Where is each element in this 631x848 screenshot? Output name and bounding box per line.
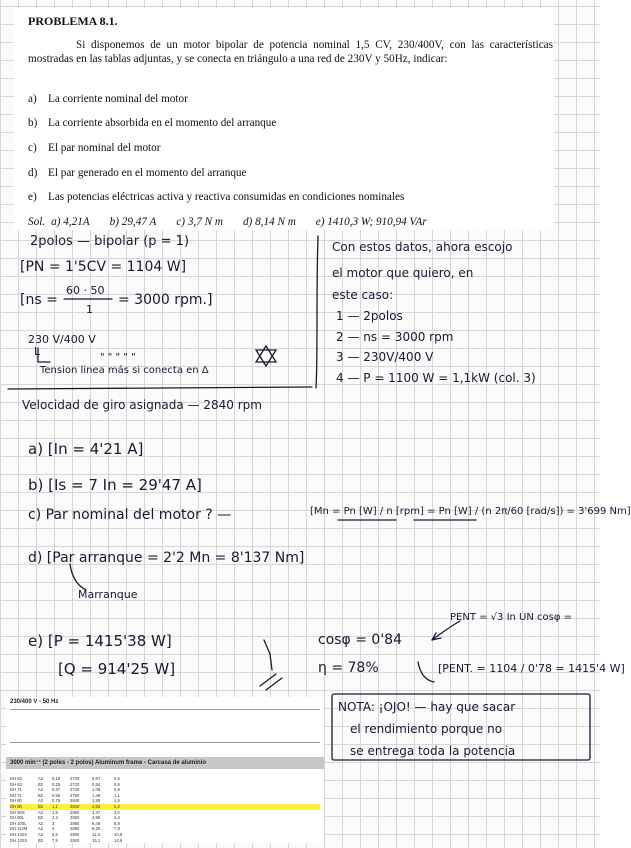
hw-answer-d: d) [Par arranque = 2'2 Mn = 8'137 Nm] <box>28 550 305 566</box>
hw-answer-e-p: e) [P = 1415'38 W] <box>28 632 172 650</box>
table-cell: A2 <box>38 809 44 815</box>
table-cell: DH 80 <box>10 803 22 809</box>
table-cell: A2 <box>38 831 44 837</box>
hw-right-6: 3 — 230V/400 V <box>336 350 434 364</box>
table-cell: 0,5 <box>114 776 120 781</box>
table-cell: B2 <box>38 815 44 821</box>
hw-nota-1: NOTA: ¡OJO! — hay que sacar <box>338 700 516 714</box>
table-cell: 10,8 <box>114 831 123 837</box>
hw-sync-speed-num: 60 · 50 <box>66 284 105 297</box>
question-c: c) El par nominal del motor <box>28 142 161 154</box>
table-cell: DH 132S <box>10 837 27 843</box>
table-cell: DH 71 <box>10 787 22 793</box>
question-d: d) El par generado en el momento del arranque <box>28 167 247 179</box>
hw-sync-speed-den: 1 <box>86 303 93 316</box>
table-cell: 0,8 <box>114 787 120 793</box>
table-cell: DH 90S <box>10 809 25 815</box>
table-cell: 4,4 <box>114 815 120 821</box>
table-cell: 7,8 <box>114 826 120 832</box>
table-cell: DH 80 <box>10 798 22 804</box>
table-cell: 2720 <box>70 781 80 787</box>
hw-line-voltage-note: Tension linea más si conecta en Δ <box>40 365 209 376</box>
table-cell: 2850 <box>70 815 80 821</box>
table-rows <box>10 776 320 843</box>
vertical-divider-line <box>316 236 318 388</box>
table-cell: B2 <box>38 803 44 809</box>
table-cell: 0,55 <box>52 792 61 798</box>
hw-nota-3: se entrega toda la potencia <box>350 744 516 758</box>
table-cell: A2 <box>38 820 44 826</box>
table-cell: 2860 <box>70 809 80 815</box>
table-cell: 0,84 <box>92 781 101 787</box>
table-cell: DH 71 <box>10 792 22 798</box>
table-cell: 1,49 <box>92 792 101 798</box>
table-cell: 3 <box>52 820 55 826</box>
table-cell: 4 <box>52 826 55 832</box>
table-cell: DH 112M <box>10 826 28 832</box>
table-cell: 0,18 <box>52 776 61 781</box>
table-cell: 0,25 <box>52 781 61 787</box>
problem-intro: Si disponemos de un motor bipolar de potencia nominal 1,5 CV, 230/400V, con las características mostradas en las tablas adjuntas, y se conecta en triángulo a una red de 230V y 50Hz, indicar: <box>28 39 553 65</box>
table-cell: 1,08 <box>92 787 101 793</box>
table-header: 230/400 V - 50 Hz <box>10 699 59 705</box>
table-cell: DH 100L <box>10 820 27 826</box>
table-cell: 14,6 <box>114 837 123 843</box>
table-cell: DH 63 <box>10 776 22 781</box>
table-cell: 2720 <box>70 776 80 781</box>
table-cell: 0,37 <box>52 787 61 793</box>
table-section-band: 3000 min⁻¹ (2 poles - 2 polos) Aluminum frame - Carcasa de aluminio <box>6 757 324 769</box>
hw-right-5: 2 — ns = 3000 rpm <box>336 330 454 344</box>
table-cell: 2920 <box>70 837 80 843</box>
table-cell: 15,1 <box>92 837 101 843</box>
hw-cos-phi: cosφ = 0'84 <box>318 632 402 648</box>
table-cell: 3,47 <box>92 809 101 815</box>
table-cell: 4,96 <box>92 815 101 821</box>
table-column-headers <box>10 709 320 743</box>
table-cell: 7,5 <box>52 837 58 843</box>
table-cell: 2840 <box>70 803 80 809</box>
table-cell: B2 <box>38 837 44 843</box>
hw-nota-2: el rendimiento porque no <box>350 722 503 736</box>
table-cell: 8,30 <box>92 826 101 832</box>
table-cell: 2,2 <box>52 815 58 821</box>
table-cell: B2 <box>38 792 44 798</box>
problem-title: PROBLEMA 8.1. <box>28 14 118 28</box>
hw-ditto-marks: " " " " " <box>100 352 136 363</box>
table-cell: A2 <box>38 787 44 793</box>
table-cell: 0,75 <box>52 798 61 804</box>
hw-voltage-arrow: L <box>34 345 41 358</box>
table-cell: 2740 <box>70 787 80 793</box>
table-cell: 11,3 <box>92 831 100 837</box>
table-cell: 1,89 <box>92 798 101 804</box>
horizontal-divider-line <box>8 387 312 389</box>
hw-answer-c: c) Par nominal del motor ? — <box>28 507 232 523</box>
hw-nominal-power: [PN = 1'5CV = 1104 W] <box>20 259 187 275</box>
hw-answer-d-sub: Marranque <box>78 588 138 601</box>
hw-answer-a: a) [In = 4'21 A] <box>28 440 144 458</box>
hw-answer-b: b) [Is = 7 In = 29'47 A] <box>28 476 202 494</box>
table-cell: 2750 <box>70 792 80 798</box>
table-cell: 1,5 <box>52 809 58 815</box>
table-row <box>10 838 320 844</box>
table-cell: 2,2 <box>114 803 120 809</box>
hw-right-4: 1 — 2polos <box>336 309 403 323</box>
table-cell: 5,5 <box>52 831 58 837</box>
table-cell: 6,48 <box>92 820 101 826</box>
hw-pent-formula: PENT = √3 In UN cosφ = <box>450 612 573 623</box>
motor-data-table <box>6 697 324 843</box>
hw-right-2: el motor que quiero, en <box>332 266 474 280</box>
table-cell: 5,9 <box>114 820 120 826</box>
hw-pent-result: [PENT. = 1104 / 0'78 = 1415'4 W] <box>438 662 625 675</box>
table-cell: DH 132S <box>10 831 27 837</box>
table-cell: DH 63 <box>10 781 22 787</box>
table-cell: 0,67 <box>92 776 101 781</box>
table-cell: B2 <box>38 781 44 787</box>
hw-rated-speed: Velocidad de giro asignada — 2840 rpm <box>22 398 262 412</box>
hw-right-3: este caso: <box>332 288 394 302</box>
hw-bipolar-line: 2polos — bipolar (p = 1) <box>30 234 190 249</box>
table-cell: 0,6 <box>114 781 120 787</box>
question-e: e) Las potencias eléctricas activa y reactiva consumidas en condiciones nominales <box>28 191 405 203</box>
question-a: a) La corriente nominal del motor <box>28 93 188 105</box>
table-cell: 2840 <box>70 798 80 804</box>
question-b: b) La corriente absorbida en el momento del arranque <box>28 117 277 129</box>
table-cell: A2 <box>38 826 44 832</box>
table-cell: 1,5 <box>114 798 120 804</box>
table-cell: 2890 <box>70 826 80 832</box>
table-cell: 3,0 <box>114 809 120 815</box>
table-cell: 2,63 <box>92 803 101 809</box>
table-cell: 2900 <box>70 831 80 837</box>
table-cell: 1,1 <box>114 792 120 798</box>
table-cell: A2 <box>38 798 44 804</box>
hw-sync-speed-left: [ns = <box>20 292 58 308</box>
hw-sync-speed-right: = 3000 rpm.] <box>118 292 213 308</box>
hw-voltage: 230 V/400 V <box>28 333 96 346</box>
solutions-line: Sol. a) 4,21A b) 29,47 A c) 3,7 N m d) 8,14 N m e) 1410,3 W; 910,94 VAr <box>28 216 427 228</box>
hw-answer-e-q: [Q = 914'25 W] <box>58 660 176 678</box>
hw-efficiency: η = 78% <box>318 660 379 676</box>
table-cell: 1,1 <box>52 803 58 809</box>
table-cell: 2880 <box>70 820 80 826</box>
table-cell: DH 90L <box>10 815 25 821</box>
hw-answer-c-equation: [Mn = Pn [W] / n [rpm] = Pn [W] / (n 2π/60 [rad/s]) = 3'699 Nm] <box>310 506 631 517</box>
hw-right-7: 4 — P = 1100 W = 1,1kW (col. 3) <box>336 371 536 385</box>
hw-right-1: Con estos datos, ahora escojo <box>332 240 513 254</box>
table-cell: A2 <box>38 776 44 781</box>
